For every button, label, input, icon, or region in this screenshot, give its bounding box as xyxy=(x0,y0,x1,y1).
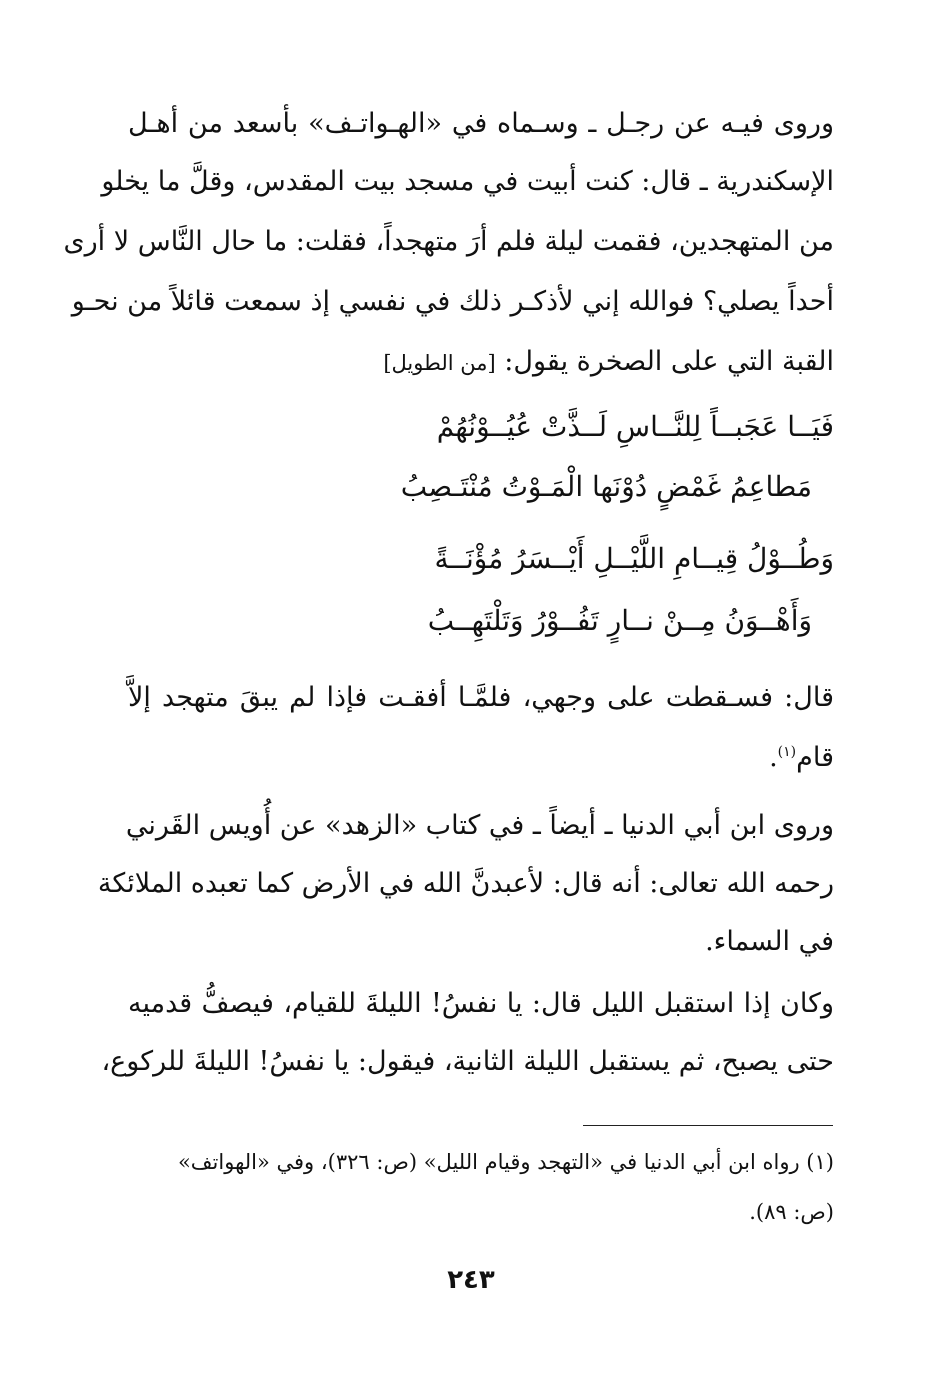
paragraph-line: وكان إذا استقبل الليل قال: يا نفسُ! الليلةَ للقيام، فيصفُّ قدميه xyxy=(128,988,834,1019)
paragraph-line: من المتهجدين، فقمت ليلة فلم أرَ متهجداً، فقلت: ما حال النَّاس لا أرى xyxy=(63,226,834,257)
footnote-line: (ص: ٨٩). xyxy=(749,1200,834,1224)
paragraph-line: وروى ابن أبي الدنيا ـ أيضاً ـ في كتاب «الزهد» عن أُويس القَرني xyxy=(125,810,834,841)
paragraph-text: . xyxy=(769,742,778,773)
paragraph-line: قال: فسـقطت على وجهي، فلمَّـا أفقـت فإذا لم يبقَ متهجد إلاَّ xyxy=(128,682,834,713)
paragraph-line xyxy=(128,346,834,378)
poem-verse: وَطُــوْلُ قِيــامِ اللَّيْــلِ أَيْــسَرُ مُؤْنَــةً xyxy=(434,542,834,575)
footnote-separator xyxy=(583,1125,833,1126)
paragraph-line: في السماء. xyxy=(705,926,834,957)
paragraph-line xyxy=(128,742,834,774)
paragraph-line: أحداً يصلي؟ فوالله إني لأذكـر ذلك في نفسي إذ سمعت قائلاً من نحـو xyxy=(71,286,834,317)
footnote-line: (١) رواه ابن أبي الدنيا في «التهجد وقيام الليل» (ص: ٣٢٦)، وفي «الهواتف» xyxy=(177,1150,834,1174)
poem-verse: مَطاعِمُ غَمْضٍ دُوْنَها الْمَـوْتُ مُنْتَـصِبُ xyxy=(400,470,812,503)
paragraph-line: رحمه الله تعالى: أنه قال: لأعبدنَّ الله في الأرض كما تعبده الملائكة xyxy=(97,868,834,899)
page-number: ٢٤٣ xyxy=(447,1265,495,1295)
poetic-meter-label: [من الطويل] xyxy=(383,351,496,375)
paragraph-line: الإسكندرية ـ قال: كنت أبيت في مسجد بيت المقدس، وقلَّ ما يخلو xyxy=(101,166,834,197)
poem-verse: فَيَــا عَجَبــاً لِلنَّــاسِ لَــذَّتْ عُيُــوْنُهُمْ xyxy=(436,410,834,443)
footnote-reference: (١) xyxy=(777,744,797,760)
paragraph-text: القبة التي على الصخرة يقول: xyxy=(504,346,834,377)
paragraph-line: وروى فيـه عن رجـل ـ وسـماه في «الهـواتـف» بأسعد من أهـل xyxy=(128,108,834,139)
paragraph-text: قام xyxy=(796,742,834,773)
poem-verse: وَأَهْــوَنُ مِــنْ نــارٍ تَفُــوْرُ وَتَلْتَهِــبُ xyxy=(427,604,812,637)
paragraph-line: حتى يصبح، ثم يستقبل الليلة الثانية، فيقول: يا نفسُ! الليلةَ للركوع، xyxy=(101,1046,834,1077)
